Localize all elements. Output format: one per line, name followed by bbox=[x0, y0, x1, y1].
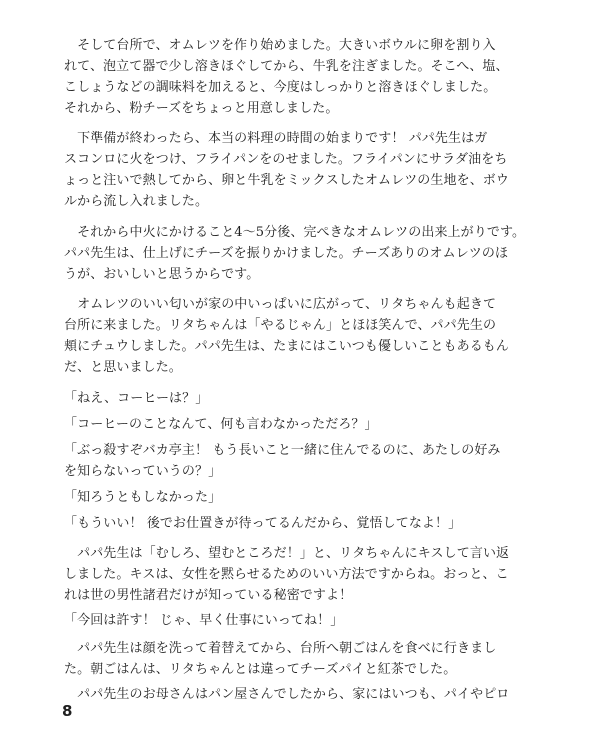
text-line: だ、と思いました。 bbox=[64, 360, 182, 375]
text-line: 「今回は許す！ じゃ、早く仕事にいってね！」 bbox=[64, 613, 344, 628]
page-number: 8 bbox=[62, 702, 73, 720]
text-line: れて、泡立て器で少し溶きほぐしてから、牛乳を注ぎました。そこへ、塩、 bbox=[64, 59, 509, 74]
text-line: スコンロに火をつけ、フライパンをのせました。フライパンにサラダ油をち bbox=[64, 152, 508, 167]
text-line: パパ先生は顔を洗って着替えてから、台所へ朝ごはんを食べに行きまし bbox=[64, 641, 497, 656]
text-line: しました。キスは、女性を黙らせるためのいい方法ですからね。おっと、こ bbox=[64, 567, 509, 582]
text-line: れは世の男性諸君だけが知っている秘密ですよ！ bbox=[64, 588, 353, 603]
text-line: た。朝ごはんは、リタちゃんとは違ってチーズパイと紅茶でした。 bbox=[64, 662, 457, 677]
text-line: 下準備が終わったら、本当の料理の時間の始まりです！ パパ先生はガ bbox=[64, 131, 488, 146]
text-line: を知らないっていうの？」 bbox=[64, 464, 222, 479]
text-line: パパ先生は、仕上げにチーズを振りかけました。チーズありのオムレツのほ bbox=[64, 246, 509, 261]
text-line: 頬にチュウしました。パパ先生は、たまにはこいつも優しいこともあるもん bbox=[64, 339, 510, 354]
text-line: それから、粉チーズをちょっと用意しました。 bbox=[64, 101, 339, 116]
text-line: ルから流し入れました。 bbox=[64, 194, 209, 209]
text-line: うが、おいしいと思うからです。 bbox=[64, 267, 260, 282]
text-line: 「もういい！ 後でお仕置きが待ってるんだから、覚悟してなよ！」 bbox=[64, 516, 462, 531]
text-line: パパ先生のお母さんはパン屋さんでしたから、家にはいつも、パイやピロ bbox=[64, 687, 510, 702]
text-line: 「知ろうともしなかった」 bbox=[64, 490, 222, 505]
text-line: 「ねえ、コーヒーは？」 bbox=[64, 391, 209, 406]
text-line: こしょうなどの調味料を加えると、今度はしっかりと溶きほぐしました。 bbox=[64, 80, 497, 95]
text-line: そして台所で、オムレツを作り始めました。大きいボウルに卵を割り入 bbox=[64, 38, 496, 53]
text-line: ょっと注いで熱してから、卵と牛乳をミックスしたオムレツの生地を、ボウ bbox=[64, 173, 510, 188]
text-line: それから中火にかけること4～5分後、完ぺきなオムレツの出来上がりです。 bbox=[64, 225, 526, 240]
text-line: 「コーヒーのことなんて、何も言わなかっただろ？」 bbox=[64, 417, 378, 432]
text-line: オムレツのいい匂いが家の中いっぱいに広がって、リタちゃんも起きて bbox=[64, 297, 497, 312]
text-line: 「ぶっ殺すぞバカ亭主！ もう長いこと一緒に住んでるのに、あたしの好み bbox=[64, 443, 501, 458]
text-line: パパ先生は「むしろ、望むところだ！」と、リタちゃんにキスして言い返 bbox=[64, 546, 510, 561]
text-line: 台所に来ました。リタちゃんは「やるじゃん」とほほ笑んで、パパ先生の bbox=[64, 318, 497, 333]
